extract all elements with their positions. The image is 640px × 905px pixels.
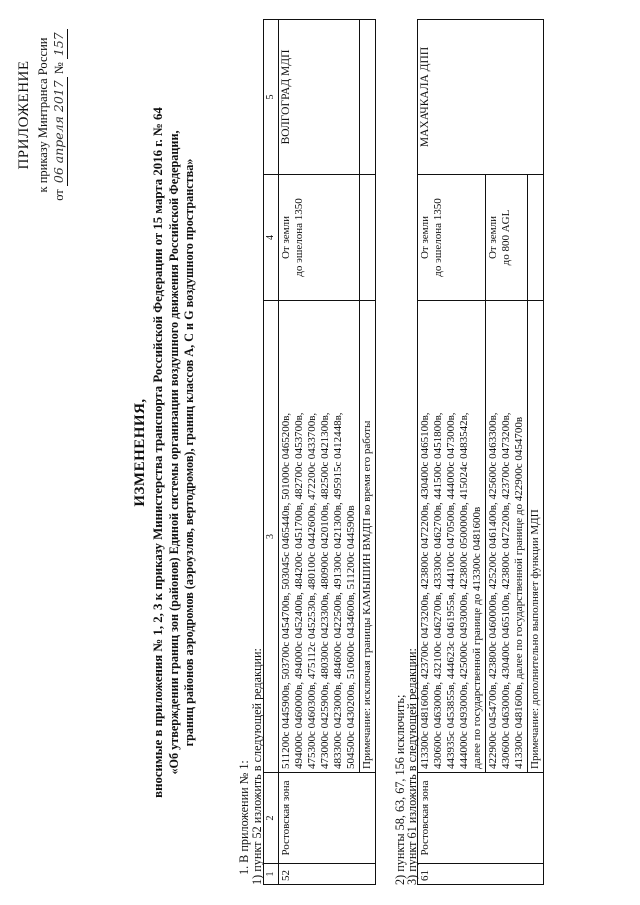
note-text: Примечание: дополнительно выполняет функции МДП xyxy=(527,301,543,773)
title-line-1: вносимые в приложения № 1, 2, 3 к приказу Министерства транспорта Российской Федерации от 15 марта 2016 г. № 64 xyxy=(150,107,165,798)
section-appendix-1: 1. В приложении № 1: xyxy=(237,760,251,875)
vertical-limits: От земли до эшелона 1350 xyxy=(278,175,359,301)
coord-line: 430600с 0463000в, 432100с 0462700в, 433300с 0462700в, 441500с 0451800в, xyxy=(431,412,444,769)
atc-unit: МАХАЧКАЛА ДПП xyxy=(418,20,544,175)
appendix-block xyxy=(16,15,68,215)
coord-line: 422900с 0454700в, 423800с 0460000в, 425200с 0461400в, 425600с 0463300в, xyxy=(486,412,499,769)
coord-line: далее по государственной границе до 413300с 0481600в xyxy=(470,506,483,769)
coord-line: 443935с 0453855в, 444623с 0461955в, 444100с 0470500в, 444000с 0473000в, xyxy=(444,412,457,769)
table-header-row xyxy=(264,20,279,885)
appendix-title: ПРИЛОЖЕНИЕ xyxy=(16,60,32,170)
coord-line: 430600с 0463000в, 430400с 0465100в, 423800с 0472200в, 423700с 0473200в, xyxy=(499,412,512,769)
boundary-coordinates xyxy=(485,301,527,773)
vertical-limits: От земли до эшелона 1350 xyxy=(418,175,486,301)
document-title xyxy=(132,20,197,885)
coord-line: 475300с 0460300в, 475112с 0452530в, 480100с 0442600в, 472200с 0433700в, xyxy=(305,412,318,769)
handwritten-number: 157 xyxy=(52,29,68,59)
table-item-61 xyxy=(417,19,544,885)
coord-line: 483300с 0423000в, 484600с 0422500в, 491300с 0421300в, 495915с 0412448в, xyxy=(331,412,344,769)
title-line-3: границ районов аэродромов (аэроузлов, вертодромов), границ классов A, C и G воздушного пространства» xyxy=(182,158,197,747)
col-header-1: 1 xyxy=(264,864,279,885)
boundary-coordinates xyxy=(278,301,359,773)
handwritten-date: 06 апреля 2017 xyxy=(52,77,68,186)
title-heading: ИЗМЕНЕНИЯ, xyxy=(132,398,148,507)
coord-line: 504500с 0430200в, 510600с 0434600в, 511200с 0445900в xyxy=(344,505,357,769)
row-number: 52 xyxy=(278,864,375,885)
empty-cell xyxy=(359,20,375,175)
atc-unit: ВОЛГОГРАД МДП xyxy=(278,20,359,175)
zone-name: Ростовская зона xyxy=(418,773,544,864)
note-text: Примечание: исключая границы КАМЫШИН ВМДП во время его работы xyxy=(359,301,375,773)
vertical-limits: От земли до 800 AGL xyxy=(485,175,527,301)
coord-line: 473000с 0425900в, 480300с 0423300в, 480900с 0420100в, 482500с 0421300в, xyxy=(318,412,331,769)
zone-name: Ростовская зона xyxy=(278,773,375,864)
boundary-coordinates xyxy=(418,301,486,773)
note-row xyxy=(359,20,375,885)
row-number: 61 xyxy=(418,864,544,885)
col-header-4: 4 xyxy=(264,175,279,301)
appendix-order-ref: к приказу Минтранса России xyxy=(35,37,50,193)
col-header-5: 5 xyxy=(264,20,279,175)
table-row xyxy=(278,20,359,885)
table-row xyxy=(418,20,486,885)
col-header-2: 2 xyxy=(264,773,279,864)
section-item-61: 3) пункт 61 изложить в следующей редакции: xyxy=(405,648,419,885)
empty-cell xyxy=(359,175,375,301)
empty-cell xyxy=(527,175,543,301)
appendix-date-line xyxy=(52,15,68,215)
coord-line: 413300с 0481600в, далее по государственной границе до 422900с 0454700в xyxy=(512,416,525,769)
title-line-2: «Об утверждении границ зон (районов) Единой системы организации воздушного движения Российской Федерации, xyxy=(166,130,181,775)
coord-line: 444000с 0493000в, 425000с 0493000в, 423800с 0500000в, 415024с 0483542в, xyxy=(457,412,470,769)
col-header-3: 3 xyxy=(264,301,279,773)
coord-line: 494000с 0460000в, 494000с 0452400в, 484200с 0451700в, 482700с 0453700в, xyxy=(292,412,305,769)
coord-line: 413300с 0481600в, 423700с 0473200в, 423800с 0472200в, 430400с 0465100в, xyxy=(419,412,431,769)
number-prefix: № xyxy=(52,62,67,75)
section-item-52: 1) пункт 52 изложить в следующей редакции: xyxy=(250,648,264,885)
coord-line: 511200с 0445900в, 503700с 0454700в, 503045с 0465440в, 501000с 0465200в, xyxy=(279,412,292,769)
table-item-52 xyxy=(263,19,376,885)
section-items-excluded: 2) пункты 58, 63, 67, 156 исключить; xyxy=(393,694,407,885)
date-prefix: от xyxy=(52,189,67,201)
